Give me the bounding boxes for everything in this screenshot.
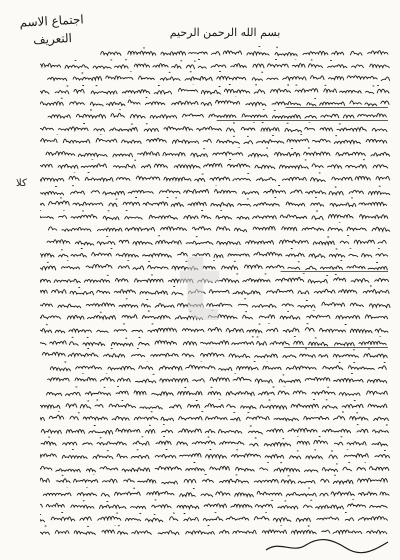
handwritten-line-ink bbox=[40, 159, 392, 172]
handwritten-line-ink bbox=[40, 109, 392, 122]
handwritten-line bbox=[40, 487, 392, 500]
side-margin-note: كلا bbox=[16, 178, 27, 189]
handwritten-line bbox=[40, 222, 392, 235]
handwritten-line bbox=[40, 323, 392, 336]
handwritten-line bbox=[40, 248, 392, 261]
handwritten-line bbox=[40, 185, 392, 198]
handwritten-line-ink bbox=[40, 59, 392, 72]
handwritten-signature bbox=[262, 536, 392, 556]
handwritten-line bbox=[40, 436, 392, 449]
handwritten-line bbox=[40, 260, 392, 273]
handwritten-line bbox=[40, 134, 392, 147]
handwritten-line bbox=[40, 336, 392, 349]
handwritten-line-ink bbox=[40, 210, 392, 223]
handwritten-line bbox=[40, 373, 392, 386]
handwritten-text-block bbox=[40, 46, 392, 537]
handwritten-line bbox=[40, 285, 392, 298]
svg-text:t: t bbox=[178, 250, 222, 340]
handwritten-line bbox=[40, 273, 392, 286]
handwritten-line bbox=[40, 348, 392, 361]
handwritten-line bbox=[40, 59, 392, 72]
handwritten-line bbox=[40, 462, 392, 475]
handwritten-line bbox=[40, 122, 392, 135]
handwritten-line bbox=[40, 159, 392, 172]
handwritten-line-ink bbox=[40, 373, 392, 386]
handwritten-line bbox=[40, 210, 392, 223]
handwritten-line-ink bbox=[40, 462, 392, 475]
handwritten-line-ink bbox=[40, 411, 392, 424]
handwritten-line-ink bbox=[40, 399, 392, 412]
handwritten-line-ink bbox=[40, 512, 392, 525]
handwritten-line bbox=[40, 474, 392, 487]
handwritten-line bbox=[40, 84, 392, 97]
handwritten-line bbox=[40, 411, 392, 424]
handwritten-line bbox=[40, 96, 392, 109]
handwritten-line-ink bbox=[40, 424, 392, 437]
handwritten-line-ink bbox=[40, 273, 392, 286]
handwritten-line-ink bbox=[40, 336, 392, 349]
handwritten-line-ink bbox=[40, 474, 392, 487]
handwritten-line-ink bbox=[40, 361, 392, 374]
handwritten-line-ink bbox=[40, 323, 392, 336]
handwritten-line bbox=[40, 172, 392, 185]
handwritten-line-ink bbox=[40, 310, 392, 323]
margin-note bbox=[19, 10, 85, 49]
handwritten-line bbox=[40, 109, 392, 122]
handwritten-line-ink bbox=[40, 499, 392, 512]
handwritten-line bbox=[40, 310, 392, 323]
handwritten-line bbox=[40, 424, 392, 437]
handwritten-line-ink bbox=[40, 222, 392, 235]
margin-note-line-2: التعريف bbox=[32, 30, 73, 47]
handwritten-line bbox=[40, 147, 392, 160]
handwritten-line-ink bbox=[40, 298, 392, 311]
handwritten-line bbox=[40, 71, 392, 84]
handwritten-line bbox=[40, 197, 392, 210]
handwritten-line-ink bbox=[40, 386, 392, 399]
handwritten-line bbox=[40, 235, 392, 248]
handwritten-line-ink bbox=[40, 248, 392, 261]
handwritten-line-ink bbox=[40, 71, 392, 84]
handwritten-line bbox=[40, 512, 392, 525]
handwritten-line-ink bbox=[40, 487, 392, 500]
handwritten-line-ink bbox=[40, 185, 392, 198]
handwritten-line-ink bbox=[40, 122, 392, 135]
handwritten-line bbox=[40, 298, 392, 311]
handwritten-line-ink bbox=[40, 84, 392, 97]
handwritten-line bbox=[40, 386, 392, 399]
handwritten-line bbox=[40, 46, 392, 59]
handwritten-line-ink bbox=[40, 436, 392, 449]
handwritten-line bbox=[40, 499, 392, 512]
handwritten-line-ink bbox=[40, 197, 392, 210]
handwritten-line bbox=[40, 449, 392, 462]
handwritten-line-ink bbox=[40, 46, 392, 59]
handwritten-line-ink bbox=[40, 285, 392, 298]
handwritten-line-ink bbox=[40, 172, 392, 185]
margin-note-line-1: اجتماع الاسم bbox=[19, 12, 85, 30]
handwritten-line-ink bbox=[40, 96, 392, 109]
handwritten-line-ink bbox=[40, 449, 392, 462]
basmala-heading: بسم الله الرحمن الرحيم bbox=[169, 26, 281, 39]
handwritten-line-ink bbox=[40, 134, 392, 147]
handwritten-line-ink bbox=[40, 348, 392, 361]
handwritten-line bbox=[40, 361, 392, 374]
handwritten-line bbox=[40, 399, 392, 412]
handwritten-line-ink bbox=[40, 260, 392, 273]
handwritten-line-ink bbox=[40, 147, 392, 160]
handwritten-line-ink bbox=[40, 235, 392, 248]
